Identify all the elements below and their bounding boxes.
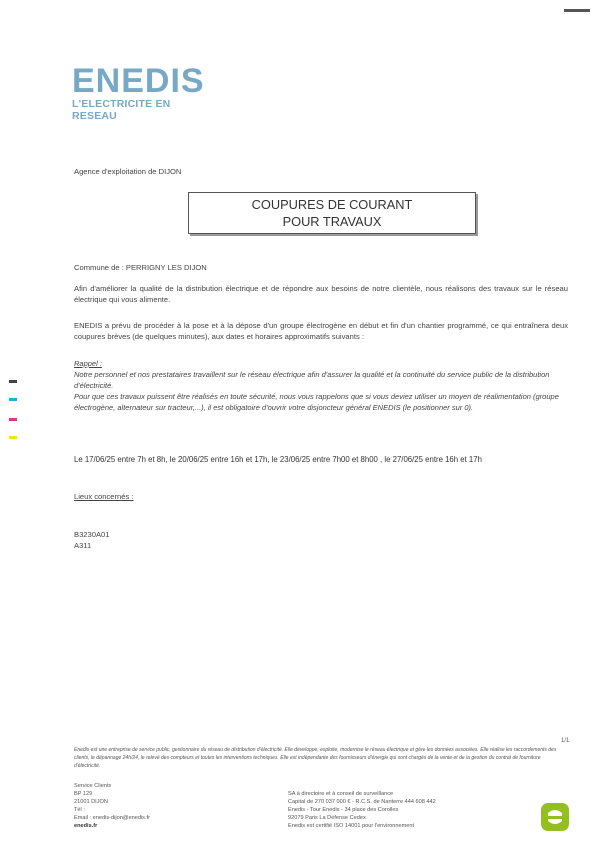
reminder-heading: Rappel : bbox=[74, 359, 102, 368]
footer-line: 21001 DIJON bbox=[74, 799, 108, 805]
legal-notice: Enedis est une entreprise de service public, gestionnaire du réseau de distribution d'électricité. Elle développe, exploite, modernise le réseau électrique et gère les données associées. Elle réalise les raccordements des clients, le dépannage 24h/24, le relevé des compteurs et toutes les interventions techniques. Elle est indépendante des fournisseurs d'énergie qui sont chargés de la vente et de la gestion du contrat de fourniture d'électricité. bbox=[74, 747, 557, 769]
outage-paragraph: ENEDIS a prévu de procéder à la pose et à la dépose d'un groupe électrogène en début et fin d'un chantier programmé, ce qui entraînera deux coupures brèves (de quelques minutes), aux dates et horaires approximatifs suivants : bbox=[74, 321, 568, 341]
page-number: 1/1 bbox=[561, 738, 570, 744]
scan-mark bbox=[9, 380, 17, 383]
agency-name: Agence d'exploitation de DIJON bbox=[74, 167, 182, 176]
title-line-1: COUPURES DE COURANT bbox=[251, 197, 413, 212]
footer-line: BP 129 bbox=[74, 791, 93, 797]
location-item: B3230A01 bbox=[74, 530, 110, 539]
footer-website: enedis.fr bbox=[74, 823, 98, 829]
outage-dates: Le 17/06/25 entre 7h et 8h, le 20/06/25 entre 16h et 17h, le 23/06/25 entre 7h00 et 8h00 , le 27/06/25 entre 16h et 17h bbox=[74, 455, 482, 464]
location-item: A311 bbox=[74, 541, 92, 550]
commune-line: Commune de : PERRIGNY LES DIJON bbox=[74, 263, 207, 272]
footer-line: SA à directoire et à conseil de surveillance bbox=[288, 791, 394, 797]
scan-mark bbox=[9, 418, 17, 421]
footer-contact bbox=[74, 782, 254, 830]
enedis-mark-icon bbox=[540, 802, 570, 832]
scan-mark bbox=[564, 9, 590, 12]
locations-list bbox=[74, 529, 109, 551]
title-line-2: POUR TRAVAUX bbox=[282, 214, 382, 229]
scan-mark bbox=[9, 436, 17, 439]
logo-tagline: L'ELECTRICITE EN RESEAU bbox=[72, 98, 171, 122]
logo-wordmark: ENEDIS bbox=[72, 62, 205, 100]
reminder-line-2: Pour que ces travaux puissent être réalisés en toute sécurité, nous vous rappelons que si vous deviez utiliser un moyen de réalimentation (groupe électrogène, alternateur sur tracteur,...), il est obligatoire d'ouvrir votre disjoncteur général ENEDIS (le positionner sur 0). bbox=[74, 392, 559, 412]
enedis-logo bbox=[72, 64, 212, 122]
footer-line: 92079 Paris La Défense Cedex bbox=[288, 815, 366, 821]
footer-company-info bbox=[288, 790, 508, 830]
scan-mark bbox=[9, 398, 17, 401]
intro-paragraph: Afin d'améliorer la qualité de la distribution électrique et de répondre aux besoins de notre clientèle, nous réalisons des travaux sur le réseau électrique qui vous alimente. bbox=[74, 284, 568, 304]
footer-line: Enedis est certifié ISO 14001 pour l'environnement bbox=[288, 823, 415, 829]
footer-line: Capital de 270 037 000 € - R.C.S. de Nanterre 444 608 442 bbox=[288, 799, 436, 805]
reminder-line-1: Notre personnel et nos prestataires travaillent sur le réseau électrique afin d'assurer la qualité et la continuité du service public de la distribution d'électricité. bbox=[74, 370, 550, 390]
footer-line: Email : enedis-dijon@enedis.fr bbox=[74, 815, 150, 821]
notice-title-box bbox=[188, 192, 476, 234]
footer-line: Tél : bbox=[74, 807, 85, 813]
reminder-block bbox=[74, 358, 568, 413]
footer-line: Enedis - Tour Enedis - 34 place des Corolles bbox=[288, 807, 399, 813]
locations-heading: Lieux concernés : bbox=[74, 492, 134, 501]
footer-line: Service Clients bbox=[74, 783, 112, 789]
